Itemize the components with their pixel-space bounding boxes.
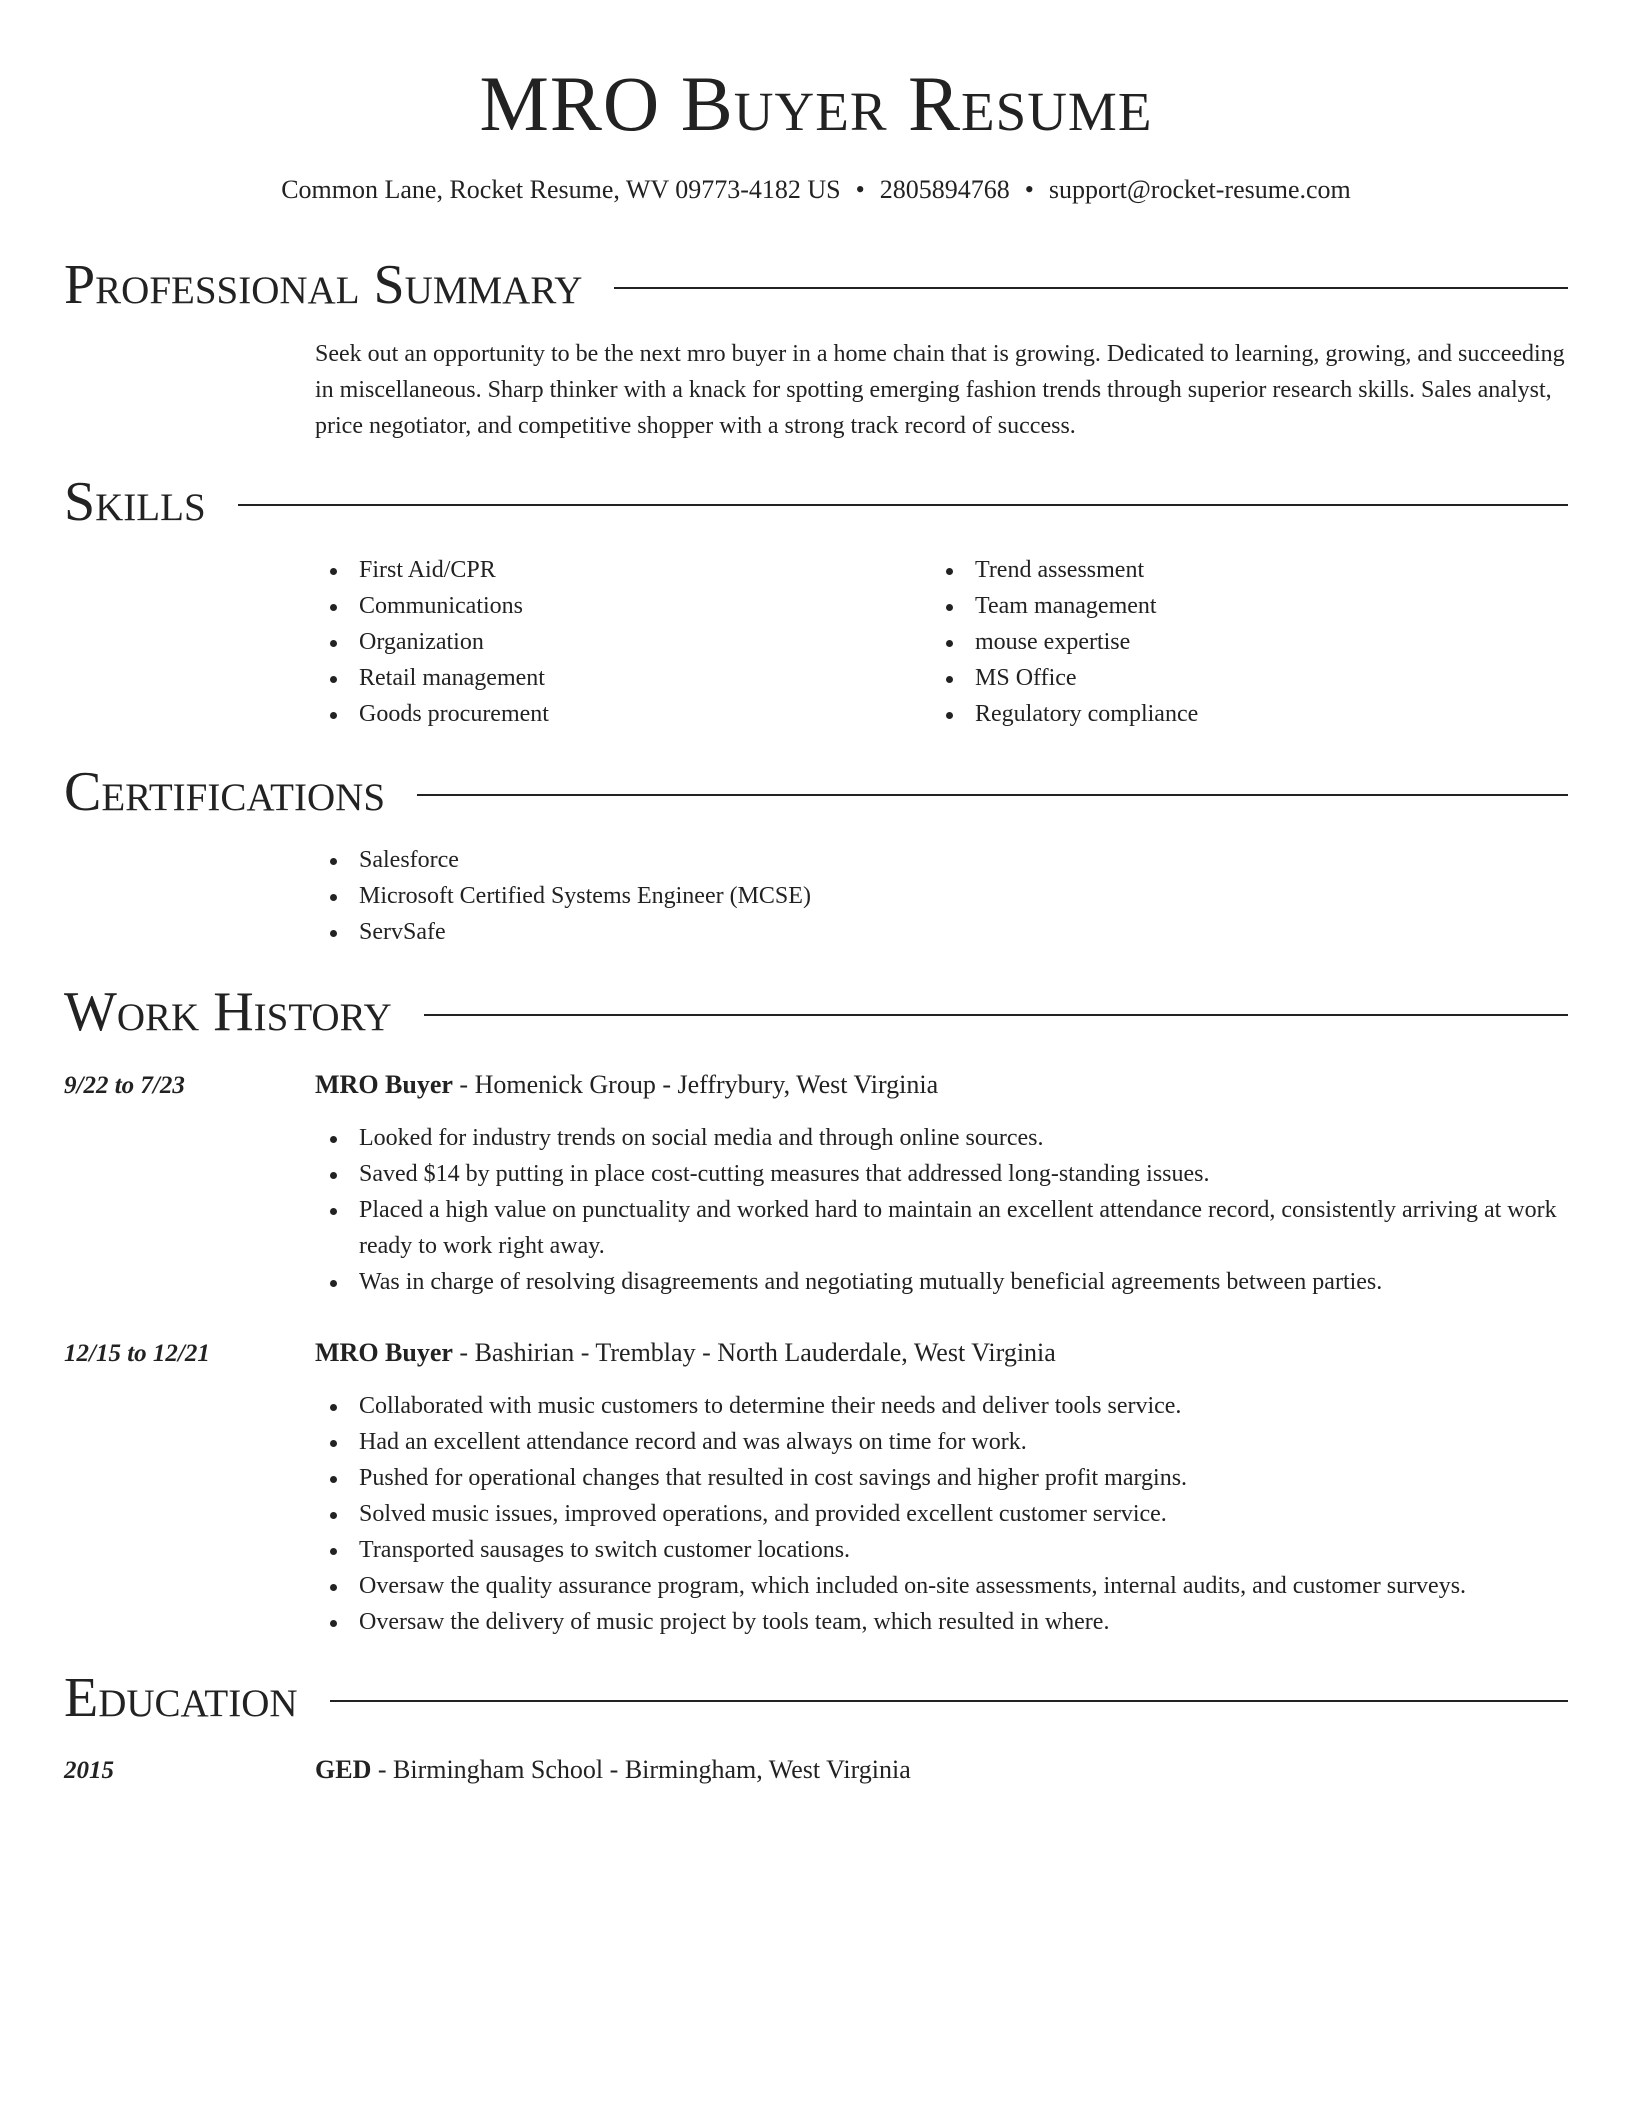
summary-text: Seek out an opportunity to be the next mro buyer in a home chain that is growing. Dedicated to learning, growing, and succeeding in miscellaneous. Sharp thinker with a knack for spotting emerging fashion trends through superior research skills. Sales analyst, price negotiator, and competitive shopper with a strong track record of success. (315, 341, 1565, 439)
skills-right-column (931, 552, 1531, 732)
skill-item: MS Office (931, 660, 1531, 696)
summary-section-header (64, 255, 1568, 315)
job-bullet: Placed a high value on punctuality and worked hard to maintain an excellent attendance record, consistently arriving at work ready to work right away. (315, 1192, 1575, 1264)
education-year: 2015 (64, 1757, 114, 1784)
certifications-list (315, 842, 1575, 950)
job-bullet: Solved music issues, improved operations, and provided excellent customer service. (315, 1496, 1575, 1532)
education-heading-line (315, 1752, 911, 1788)
skills-heading: Skills (64, 471, 206, 533)
job-employer: - Bashirian - Tremblay - North Lauderdale, West Virginia (452, 1338, 1056, 1367)
job-heading (315, 1335, 1056, 1371)
job-bullets (315, 1120, 1575, 1300)
education-heading: Education (64, 1667, 298, 1729)
certification-item: Microsoft Certified Systems Engineer (MCSE) (315, 878, 1575, 914)
summary-heading: Professional Summary (64, 254, 583, 316)
certifications-section-header (64, 762, 1568, 822)
work-history-heading: Work History (64, 981, 392, 1043)
job-bullets (315, 1388, 1575, 1640)
job-role: MRO Buyer (315, 1070, 453, 1099)
contact-email: support@rocket-resume.com (1048, 175, 1351, 204)
skill-item: Regulatory compliance (931, 696, 1531, 732)
job-dates: 9/22 to 7/23 (64, 1072, 185, 1099)
skill-item: Organization (315, 624, 915, 660)
resume-title: MRO Buyer Resume (479, 60, 1153, 147)
job-bullet: Was in charge of resolving disagreements and negotiating mutually beneficial agreements between parties. (315, 1264, 1575, 1300)
education-section-header (64, 1668, 1568, 1728)
job-bullet: Saved $14 by putting in place cost-cutting measures that addressed long-standing issues. (315, 1156, 1575, 1192)
education-school: - Birmingham School - Birmingham, West Virginia (371, 1755, 911, 1784)
job-bullet: Collaborated with music customers to determine their needs and deliver tools service. (315, 1388, 1575, 1424)
job-bullet: Had an excellent attendance record and was always on time for work. (315, 1424, 1575, 1460)
skill-item: Communications (315, 588, 915, 624)
section-divider (417, 794, 1568, 796)
contact-phone: 2805894768 (879, 175, 1010, 204)
work-history-section-header (64, 982, 1568, 1042)
skills-left-column (315, 552, 915, 732)
job-bullet: Transported sausages to switch customer locations. (315, 1532, 1575, 1568)
skills-section-header (64, 472, 1568, 532)
contact-separator: • (1024, 175, 1034, 204)
job-role: MRO Buyer (315, 1338, 453, 1367)
job-bullet: Looked for industry trends on social media and through online sources. (315, 1120, 1575, 1156)
job-heading (315, 1067, 938, 1103)
job-dates: 12/15 to 12/21 (64, 1340, 210, 1367)
section-divider (330, 1700, 1568, 1702)
job-bullet: Oversaw the quality assurance program, which included on-site assessments, internal audits, and customer surveys. (315, 1568, 1575, 1604)
skill-item: Goods procurement (315, 696, 915, 732)
skill-item: First Aid/CPR (315, 552, 915, 588)
skill-item: mouse expertise (931, 624, 1531, 660)
job-bullet: Oversaw the delivery of music project by tools team, which resulted in where. (315, 1604, 1575, 1640)
skill-item: Trend assessment (931, 552, 1531, 588)
contact-separator: • (855, 175, 865, 204)
section-divider (614, 287, 1568, 289)
certifications-heading: Certifications (64, 761, 386, 823)
certification-item: Salesforce (315, 842, 1575, 878)
job-bullet: Pushed for operational changes that resulted in cost savings and higher profit margins. (315, 1460, 1575, 1496)
contact-line (0, 172, 1632, 208)
contact-address: Common Lane, Rocket Resume, WV 09773-4182 US (281, 175, 841, 204)
skill-item: Team management (931, 588, 1531, 624)
education-degree: GED (315, 1755, 372, 1784)
job-employer: - Homenick Group - Jeffrybury, West Virginia (452, 1070, 939, 1099)
skill-item: Retail management (315, 660, 915, 696)
certification-item: ServSafe (315, 914, 1575, 950)
section-divider (424, 1014, 1568, 1016)
section-divider (238, 504, 1568, 506)
